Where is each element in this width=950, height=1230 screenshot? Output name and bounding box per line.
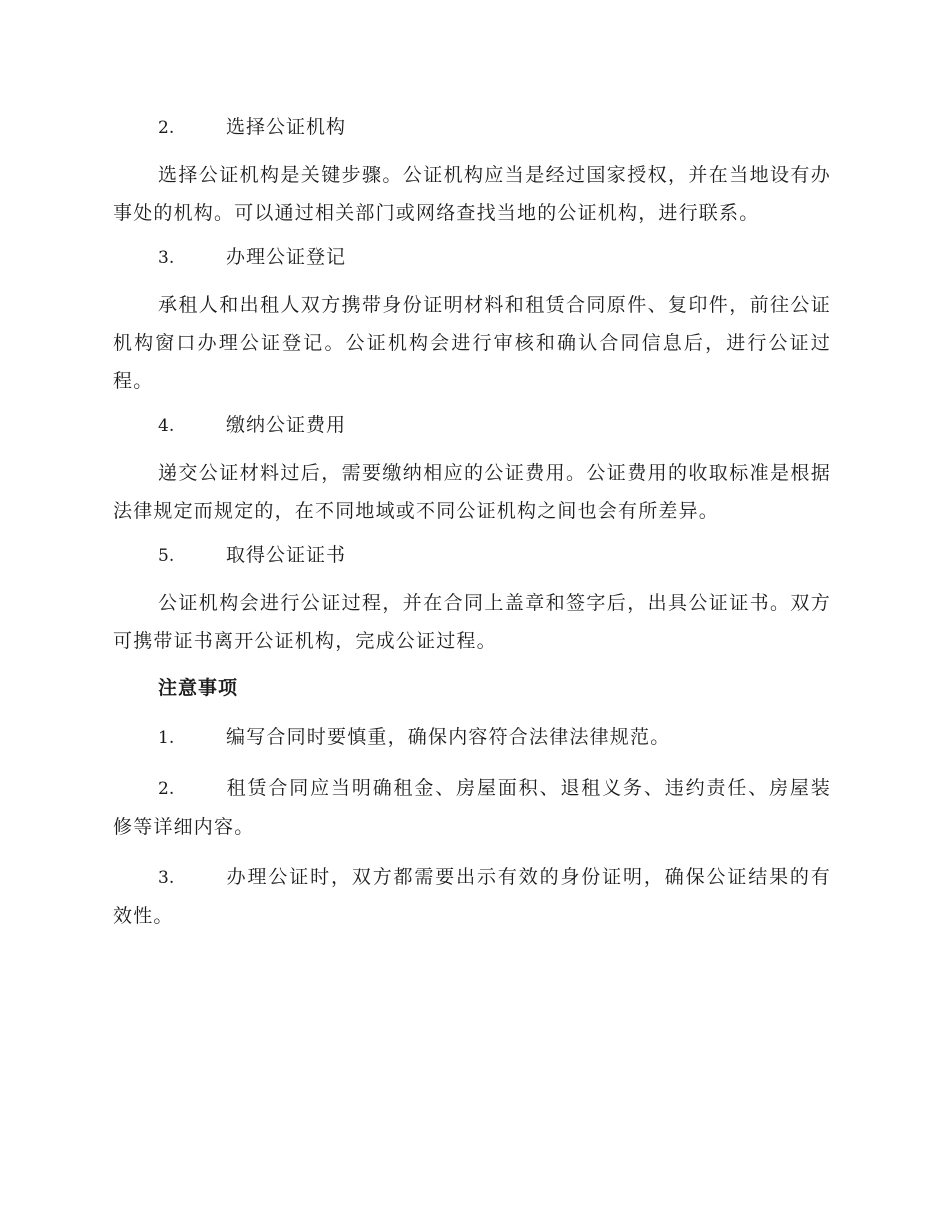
step-heading-3 [113, 240, 831, 275]
document-content [113, 110, 831, 947]
step-heading-5 [113, 538, 831, 573]
step-body-3: 承租人和出租人双方携带身份证明材料和租赁合同原件、复印件，前往公证机构窗口办理公证登记。公证机构会进行审核和确认合同信息后，进行公证过程。 [113, 294, 831, 392]
step-heading-4 [113, 408, 831, 443]
step-number: 3. [158, 248, 175, 268]
note-item-1 [113, 718, 831, 757]
step-heading-2 [113, 110, 831, 145]
step-number: 2. [158, 118, 175, 138]
step-number: 4. [158, 416, 175, 436]
notes-heading: 注意事项 [158, 677, 239, 699]
step-body-5: 公证机构会进行公证过程，并在合同上盖章和签字后，出具公证证书。双方可携带证书离开公证机构，完成公证过程。 [113, 592, 831, 652]
note-text: 办理公证时，双方都需要出示有效的身份证明，确保公证结果的有效性。 [113, 866, 831, 927]
note-item-3 [113, 858, 831, 935]
note-number: 3. [158, 868, 175, 888]
step-number: 5. [158, 546, 175, 566]
step-title: 办理公证登记 [226, 246, 347, 268]
step-body-2: 选择公证机构是关键步骤。公证机构应当是经过国家授权，并在当地设有办事处的机构。可以通过相关部门或网络查找当地的公证机构，进行联系。 [113, 164, 831, 224]
step-title: 取得公证证书 [226, 544, 347, 566]
step-title: 缴纳公证费用 [226, 414, 347, 436]
step-body-4: 递交公证材料过后，需要缴纳相应的公证费用。公证费用的收取标准是根据法律规定而规定的，在不同地域或不同公证机构之间也会有所差异。 [113, 462, 831, 522]
step-title: 选择公证机构 [226, 116, 347, 138]
note-number: 2. [158, 779, 175, 799]
note-item-2 [113, 769, 831, 846]
note-number: 1. [158, 728, 175, 748]
note-text: 租赁合同应当明确租金、房屋面积、退租义务、违约责任、房屋装修等详细内容。 [113, 777, 831, 838]
note-text: 编写合同时要慎重，确保内容符合法律法律规范。 [226, 726, 671, 748]
